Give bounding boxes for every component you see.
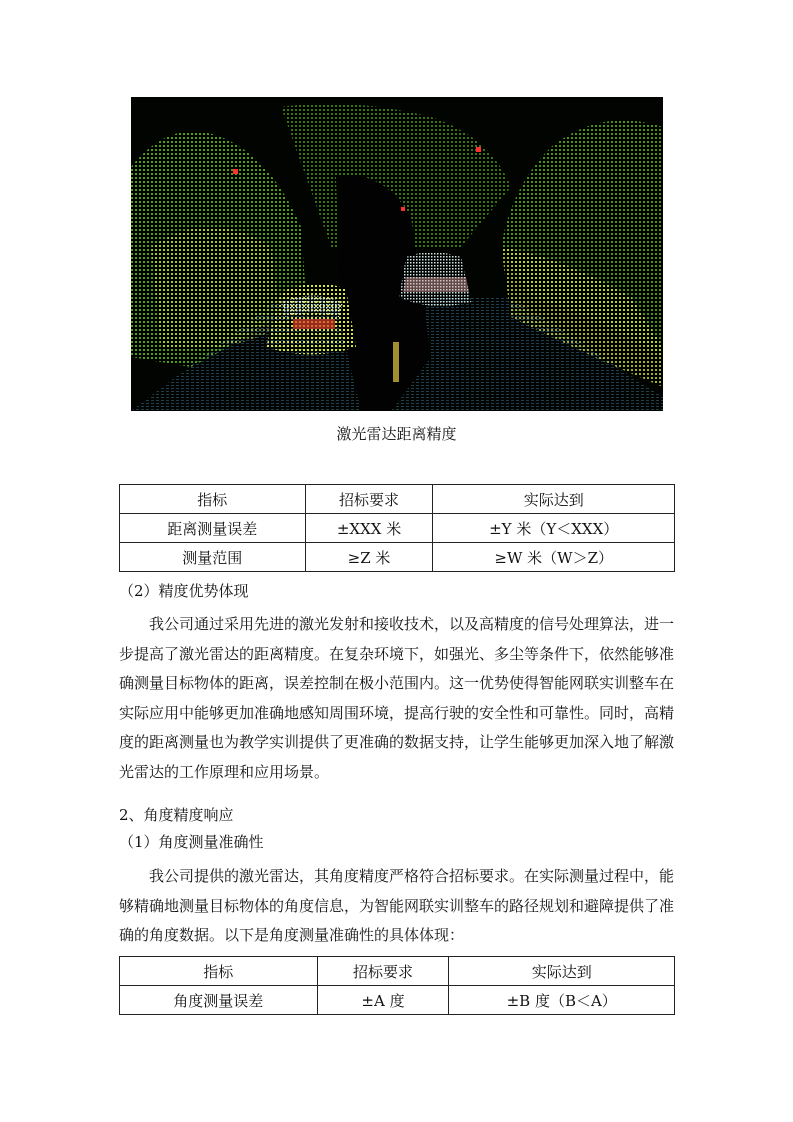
table-cell: ≥W 米（W＞Z） [433, 543, 675, 572]
table-header-cell: 招标要求 [317, 957, 449, 986]
table-header-row [120, 957, 675, 986]
table-row [120, 986, 675, 1015]
table-header-cell: 招标要求 [305, 485, 433, 514]
table-header-cell: 指标 [120, 957, 318, 986]
paragraph-precision-advantage: 我公司通过采用先进的激光发射和接收技术，以及高精度的信号处理算法，进一步提高了激光雷达的距离精度。在复杂环境下，如强光、多尘等条件下，依然能够准确测量目标物体的距离，误差控制在极小范围内。这一优势使得智能网联实训整车在实际应用中能够更加准确地感知周围环境，提高行驶的安全性和可靠性。同时，高精度的距离测量也为教学实训提供了更准确的数据支持，让学生能够更加深入地了解激光雷达的工作原理和应用场景。 [119, 615, 675, 781]
table-cell: ±XXX 米 [305, 514, 433, 543]
table-header-row [120, 485, 675, 514]
table-header-cell: 指标 [120, 485, 306, 514]
table-cell: 测量范围 [120, 543, 306, 572]
lidar-point-cloud-graphic [131, 97, 663, 411]
subheading-precision-advantage: （2）精度优势体现 [119, 582, 249, 600]
distance-accuracy-table [119, 484, 675, 572]
lidar-point-cloud-image [131, 97, 663, 411]
table-cell: 距离测量误差 [120, 514, 306, 543]
table-cell: ±A 度 [317, 986, 449, 1015]
table-row [120, 514, 675, 543]
angle-accuracy-table [119, 956, 675, 1015]
table-header-cell: 实际达到 [449, 957, 675, 986]
table-cell: ≥Z 米 [305, 543, 433, 572]
table-cell: ±Y 米（Y＜XXX） [433, 514, 675, 543]
table-cell: 角度测量误差 [120, 986, 318, 1015]
subheading-angle-measurement: （1）角度测量准确性 [119, 833, 264, 851]
table-cell: ±B 度（B＜A） [449, 986, 675, 1015]
heading-angle-accuracy: 2、角度精度响应 [119, 806, 234, 824]
table-header-cell: 实际达到 [433, 485, 675, 514]
table-row [120, 543, 675, 572]
figure-caption: 激光雷达距离精度 [336, 425, 457, 443]
paragraph-angle-measurement: 我公司提供的激光雷达，其角度精度严格符合招标要求。在实际测量过程中，能够精确地测量目标物体的角度信息，为智能网联实训整车的路径规划和避障提供了准确的角度数据。以下是角度测量准确性的具体体现： [119, 867, 675, 944]
